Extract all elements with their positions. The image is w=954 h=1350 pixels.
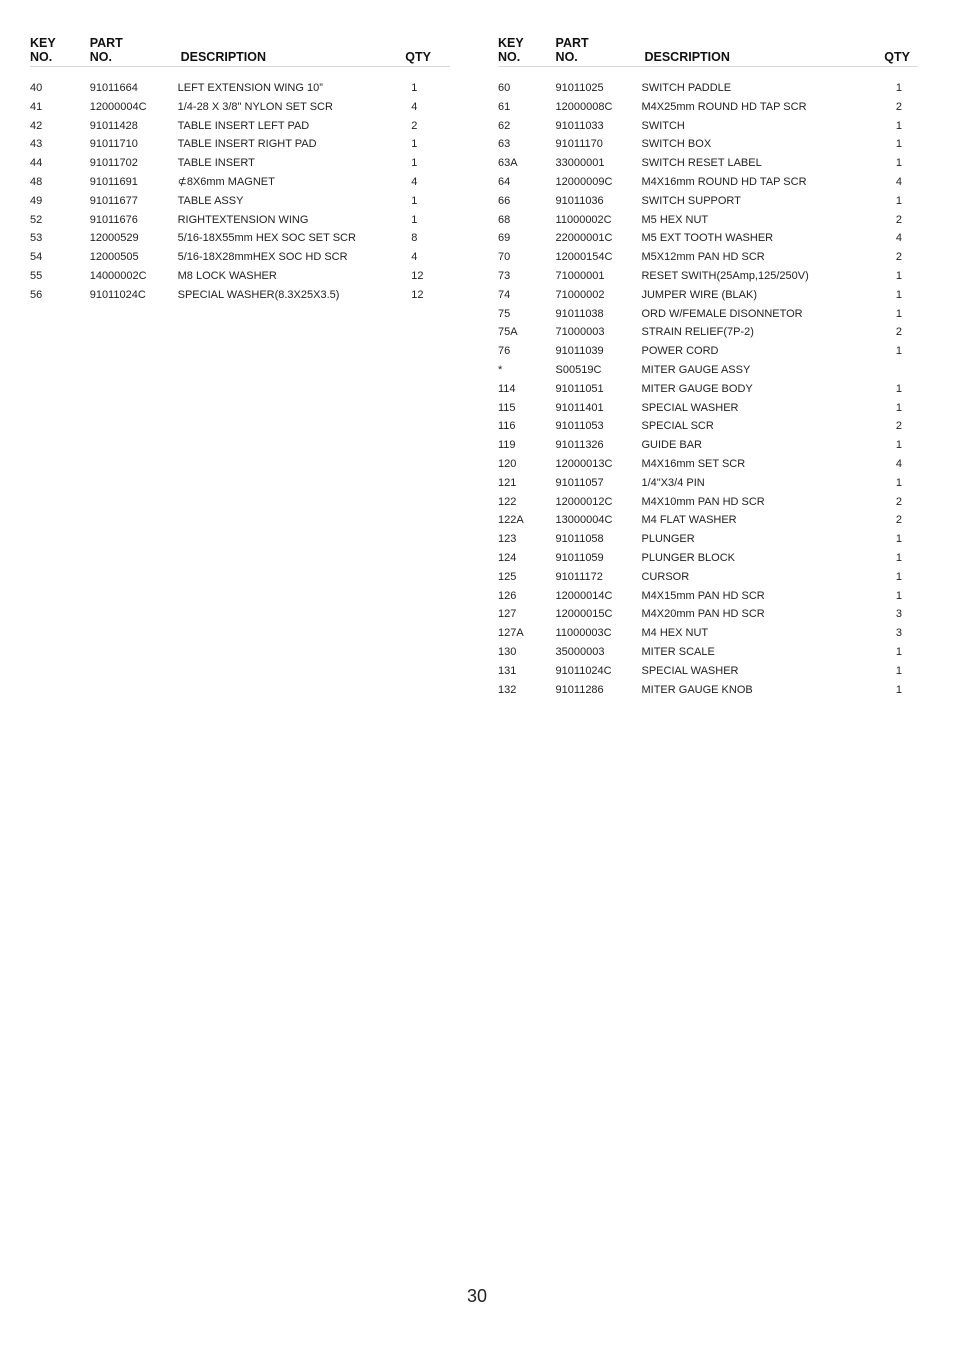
description-cell: RIGHTEXTENSION WING (177, 213, 309, 226)
part-no-cell: 91011059 (555, 551, 604, 564)
qty-cell: 2 (895, 251, 902, 264)
description-cell: SPECIAL SCR (641, 420, 714, 433)
qty-cell: 1 (895, 382, 902, 395)
key-no-cell: 74 (498, 288, 511, 301)
table-row (30, 245, 450, 264)
key-no-cell: 62 (498, 119, 511, 132)
key-no-cell: 126 (498, 589, 517, 602)
header-description: DESCRIPTION (641, 36, 864, 67)
part-no-cell: 12000154C (555, 251, 613, 264)
part-no-cell: 91011038 (555, 307, 604, 320)
qty-cell: 2 (411, 119, 418, 132)
description-cell: SWITCH (641, 119, 685, 132)
key-no-cell: 132 (498, 683, 517, 696)
description-cell: MITER GAUGE ASSY (641, 363, 751, 376)
table-row (30, 114, 450, 133)
table-row (498, 114, 918, 133)
description-cell: SWITCH RESET LABEL (641, 157, 762, 170)
key-no-cell: 42 (30, 119, 43, 132)
part-no-cell: 91011286 (555, 683, 604, 696)
description-cell: RESET SWITH(25Amp,125/250V) (641, 269, 809, 282)
table-row (30, 189, 450, 208)
qty-cell: 1 (895, 288, 902, 301)
qty-cell: 1 (895, 194, 902, 207)
part-no-cell: 12000014C (555, 589, 613, 602)
description-cell: MITER GAUGE KNOB (641, 683, 753, 696)
description-cell: 1/4-28 X 3/8" NYLON SET SCR (177, 100, 333, 113)
description-cell: TABLE ASSY (177, 194, 244, 207)
qty-cell (865, 358, 918, 377)
table-row (498, 283, 918, 302)
qty-cell: 4 (895, 457, 902, 470)
table-body-left (30, 67, 450, 302)
qty-cell: 2 (895, 100, 902, 113)
qty-cell: 1 (411, 82, 418, 94)
key-no-cell: 68 (498, 213, 511, 226)
table-row (30, 133, 450, 152)
table-row (498, 621, 918, 640)
description-cell: M4X16mm ROUND HD TAP SCR (641, 175, 807, 188)
key-no-cell: 54 (30, 251, 43, 264)
key-no-cell: 120 (498, 457, 517, 470)
part-no-cell: 91011057 (555, 476, 604, 489)
part-no-cell: 22000001C (555, 232, 613, 245)
table-row (498, 358, 918, 377)
header-key-no: KEY NO. (498, 36, 556, 67)
key-no-cell: 52 (30, 213, 43, 226)
qty-cell: 4 (895, 232, 902, 245)
key-no-cell: 43 (30, 138, 43, 151)
qty-cell: 2 (895, 326, 902, 339)
qty-cell: 1 (895, 551, 902, 564)
part-no-cell: 91011691 (89, 175, 138, 188)
part-no-cell: 91011053 (555, 420, 604, 433)
qty-cell: 1 (895, 476, 902, 489)
part-no-cell: 91011676 (89, 213, 138, 226)
qty-cell: 2 (895, 495, 902, 508)
header-qty: QTY (405, 36, 450, 67)
part-no-cell: 91011172 (555, 570, 603, 583)
description-cell: STRAIN RELIEF(7P-2) (641, 326, 754, 339)
table-body-right (498, 67, 918, 697)
description-cell: SPECIAL WASHER(8.3X25X3.5) (177, 288, 340, 301)
table-row (30, 151, 450, 170)
qty-cell: 8 (411, 232, 418, 245)
table-row (498, 170, 918, 189)
description-cell: M4 HEX NUT (641, 627, 709, 640)
qty-cell: 4 (411, 251, 418, 264)
key-no-cell: 114 (498, 382, 516, 395)
table-row (498, 67, 918, 96)
part-no-cell: 11000003C (555, 627, 612, 640)
table-row (498, 452, 918, 471)
qty-cell: 1 (895, 439, 902, 452)
key-no-cell: 127A (498, 627, 524, 640)
header-description: DESCRIPTION (178, 36, 406, 67)
description-cell: TABLE INSERT LEFT PAD (177, 119, 310, 132)
table-row (498, 584, 918, 603)
description-cell: PLUNGER (641, 533, 695, 546)
part-no-cell: 91011428 (89, 119, 138, 132)
description-cell: M5X12mm PAN HD SCR (641, 251, 765, 264)
table-row (498, 490, 918, 509)
part-no-cell: 13000004C (555, 514, 613, 527)
part-no-cell: 71000001 (555, 269, 605, 282)
description-cell: MITER GAUGE BODY (641, 382, 753, 395)
qty-cell: 2 (895, 213, 902, 226)
key-no-cell: 64 (498, 175, 511, 188)
part-no-cell: 12000004C (89, 100, 147, 113)
qty-cell: 1 (411, 213, 418, 226)
part-no-cell: 91011677 (89, 194, 138, 207)
key-no-cell: 44 (30, 157, 43, 170)
table-row (498, 245, 918, 264)
key-no-cell: 55 (30, 269, 43, 282)
table-row (498, 264, 918, 283)
qty-cell: 1 (895, 664, 902, 677)
description-cell: TABLE INSERT RIGHT PAD (177, 138, 317, 151)
key-no-cell: 75A (498, 326, 518, 339)
table-row (498, 565, 918, 584)
part-no-cell: 91011326 (555, 439, 604, 452)
key-no-cell: 69 (498, 232, 511, 245)
qty-cell: 3 (895, 627, 902, 640)
part-no-cell: 12000013C (555, 457, 613, 470)
key-no-cell: 122A (498, 514, 524, 527)
header-key-no: KEY NO. (30, 36, 90, 67)
description-cell: M4X25mm ROUND HD TAP SCR (641, 100, 807, 113)
description-cell: MITER SCALE (641, 645, 715, 658)
qty-cell: 1 (895, 82, 902, 94)
qty-cell: 1 (895, 401, 902, 414)
description-cell: SPECIAL WASHER (641, 664, 739, 677)
table-row (498, 208, 918, 227)
description-cell: TABLE INSERT (177, 157, 255, 170)
table-row (498, 640, 918, 659)
part-no-cell: 91011702 (89, 157, 138, 170)
description-cell: 5/16-18X55mm HEX SOC SET SCR (177, 232, 356, 245)
table-row (30, 227, 450, 246)
part-no-cell: 91011039 (555, 345, 604, 358)
qty-cell: 2 (895, 420, 902, 433)
description-cell: M4X20mm PAN HD SCR (641, 608, 765, 621)
part-no-cell: 12000015C (555, 608, 613, 621)
description-cell: CURSOR (641, 570, 690, 583)
part-no-cell: 91011051 (555, 382, 604, 395)
part-no-cell: 71000002 (555, 288, 605, 301)
part-no-cell: 12000009C (555, 175, 613, 188)
table-row (498, 433, 918, 452)
qty-cell: 1 (895, 138, 902, 151)
qty-cell: 1 (411, 157, 418, 170)
table-row (498, 339, 918, 358)
qty-cell: 1 (895, 345, 902, 358)
table-row (30, 283, 450, 302)
part-no-cell: 91011664 (89, 82, 138, 94)
description-cell: SWITCH BOX (641, 138, 712, 151)
table-row (498, 396, 918, 415)
key-no-cell: 41 (30, 100, 43, 113)
key-no-cell: * (498, 363, 503, 376)
qty-cell: 1 (895, 589, 902, 602)
key-no-cell: 75 (498, 307, 511, 320)
table-row (498, 189, 918, 208)
table-row (498, 133, 918, 152)
table-row (498, 227, 918, 246)
key-no-cell: 40 (30, 82, 43, 94)
qty-cell: 1 (411, 194, 418, 207)
part-no-cell: 12000012C (555, 495, 613, 508)
key-no-cell: 70 (498, 251, 511, 264)
part-no-cell: 12000529 (89, 232, 139, 245)
table-row (498, 151, 918, 170)
parts-table-left (30, 36, 450, 302)
key-no-cell: 60 (498, 82, 511, 94)
table-row (498, 659, 918, 678)
key-no-cell: 125 (498, 570, 517, 583)
description-cell: ORD W/FEMALE DISONNETOR (641, 307, 803, 320)
table-row (498, 546, 918, 565)
qty-cell: 12 (411, 288, 424, 301)
description-cell: M5 EXT TOOTH WASHER (641, 232, 774, 245)
qty-cell: 4 (411, 100, 418, 113)
qty-cell: 1 (895, 533, 902, 546)
qty-cell: 1 (895, 645, 902, 658)
header-part-no: PART NO. (90, 36, 178, 67)
description-cell: POWER CORD (641, 345, 719, 358)
qty-cell: 12 (411, 269, 424, 282)
description-cell: JUMPER WIRE (BLAK) (641, 288, 757, 301)
key-no-cell: 63A (498, 157, 518, 170)
header-part-no: PART NO. (556, 36, 642, 67)
table-row (30, 67, 450, 96)
description-cell: ⊄8X6mm MAGNET (177, 175, 275, 188)
qty-cell: 1 (411, 138, 418, 151)
part-no-cell: 91011710 (89, 138, 138, 151)
part-no-cell: 12000505 (89, 251, 139, 264)
description-cell: LEFT EXTENSION WING 10” (177, 82, 323, 94)
description-cell: 5/16-18X28mmHEX SOC HD SCR (177, 251, 348, 264)
table-row (498, 527, 918, 546)
table-row (30, 208, 450, 227)
key-no-cell: 115 (498, 401, 516, 414)
description-cell: M4X10mm PAN HD SCR (641, 495, 765, 508)
description-cell: SWITCH SUPPORT (641, 194, 741, 207)
part-no-cell: 91011025 (555, 82, 604, 94)
part-no-cell: 35000003 (555, 645, 605, 658)
table-row (498, 603, 918, 622)
key-no-cell: 73 (498, 269, 511, 282)
qty-cell: 1 (895, 157, 902, 170)
key-no-cell: 116 (498, 420, 516, 433)
table-row (498, 678, 918, 697)
key-no-cell: 130 (498, 645, 517, 658)
key-no-cell: 61 (498, 100, 511, 113)
part-no-cell: 91011058 (555, 533, 604, 546)
description-cell: M4X16mm SET SCR (641, 457, 746, 470)
part-no-cell: 71000003 (555, 326, 605, 339)
qty-cell: 1 (895, 269, 902, 282)
key-no-cell: 53 (30, 232, 43, 245)
key-no-cell: 123 (498, 533, 517, 546)
key-no-cell: 131 (498, 664, 517, 677)
table-header-row (30, 36, 450, 67)
part-no-cell: 91011024C (555, 664, 612, 677)
table-row (498, 415, 918, 434)
qty-cell: 3 (895, 608, 902, 621)
part-no-cell: 11000002C (555, 213, 612, 226)
key-no-cell: 56 (30, 288, 43, 301)
description-cell: M4X15mm PAN HD SCR (641, 589, 765, 602)
part-no-cell: 14000002C (89, 269, 147, 282)
description-cell: M4 FLAT WASHER (641, 514, 737, 527)
parts-table-right (498, 36, 918, 697)
page-number: 30 (466, 1286, 488, 1306)
key-no-cell: 121 (498, 476, 517, 489)
key-no-cell: 49 (30, 194, 43, 207)
description-cell: M8 LOCK WASHER (177, 269, 277, 282)
table-row (498, 509, 918, 528)
table-row (498, 377, 918, 396)
description-cell: GUIDE BAR (641, 439, 702, 452)
table-row (30, 95, 450, 114)
table-row (498, 471, 918, 490)
part-no-cell: 91011170 (555, 138, 603, 151)
qty-cell: 4 (411, 175, 418, 188)
key-no-cell: 119 (498, 439, 516, 452)
key-no-cell: 48 (30, 175, 43, 188)
table-row (30, 170, 450, 189)
part-no-cell: S00519C (555, 363, 602, 376)
part-no-cell: 33000001 (555, 157, 605, 170)
key-no-cell: 124 (498, 551, 517, 564)
part-no-cell: 91011024C (89, 288, 146, 301)
description-cell: 1/4"X3/4 PIN (641, 476, 705, 489)
description-cell: PLUNGER BLOCK (641, 551, 736, 564)
qty-cell: 1 (895, 683, 902, 696)
key-no-cell: 63 (498, 138, 511, 151)
key-no-cell: 122 (498, 495, 517, 508)
qty-cell: 1 (895, 570, 902, 583)
part-no-cell: 91011036 (555, 194, 604, 207)
key-no-cell: 76 (498, 345, 511, 358)
description-cell: SPECIAL WASHER (641, 401, 739, 414)
description-cell: SWITCH PADDLE (641, 82, 732, 94)
qty-cell: 2 (895, 514, 902, 527)
part-no-cell: 91011033 (555, 119, 604, 132)
qty-cell: 4 (895, 175, 902, 188)
key-no-cell: 66 (498, 194, 511, 207)
qty-cell: 1 (895, 119, 902, 132)
table-row (498, 321, 918, 340)
key-no-cell: 127 (498, 608, 517, 621)
part-no-cell: 91011401 (555, 401, 604, 414)
table-row (498, 95, 918, 114)
part-no-cell: 12000008C (555, 100, 613, 113)
header-qty: QTY (865, 36, 918, 67)
qty-cell: 1 (895, 307, 902, 320)
table-row (30, 264, 450, 283)
description-cell: M5 HEX NUT (641, 213, 709, 226)
table-row (498, 302, 918, 321)
table-header-row (498, 36, 918, 67)
